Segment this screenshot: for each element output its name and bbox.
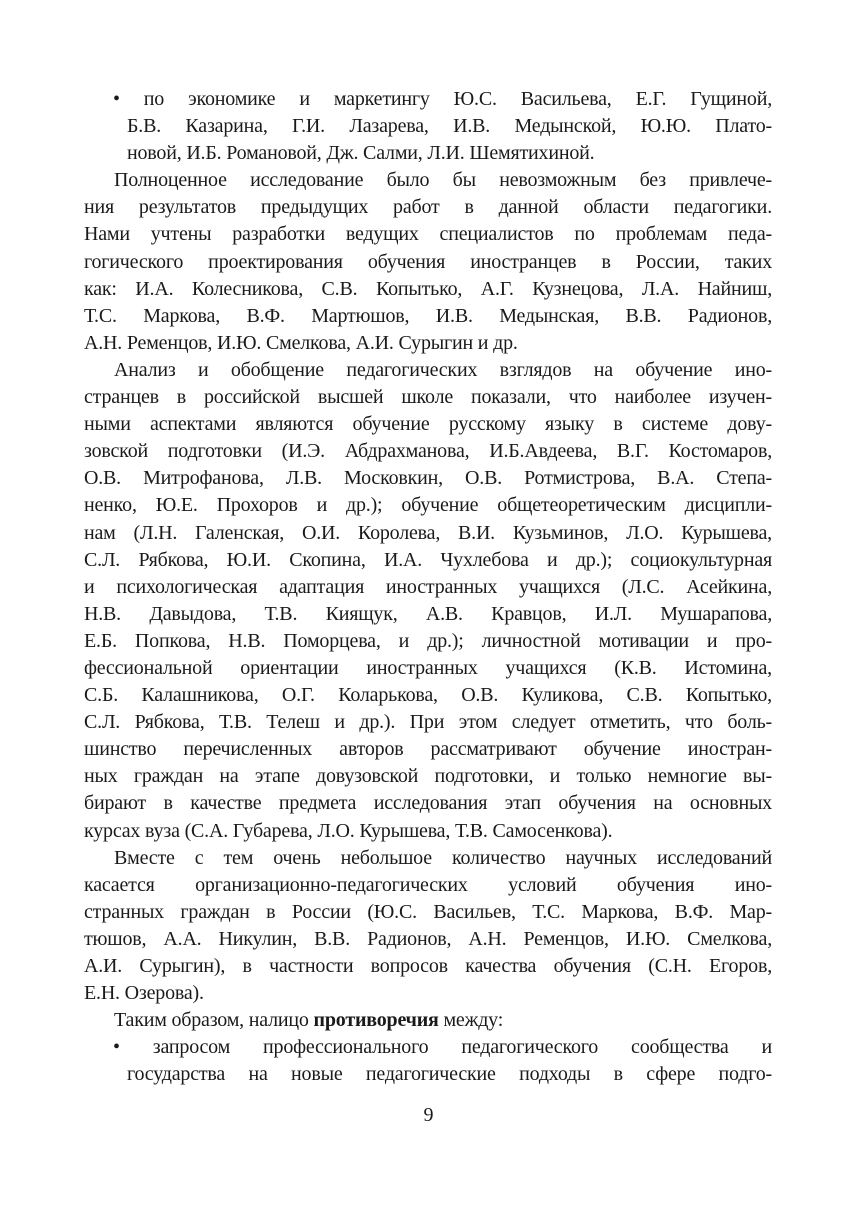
text-segment: по экономике и маркетингу Ю.С. Васильева, Е.Г. Гущиной, [143, 88, 772, 110]
text-segment: шинство перечисленных авторов рассматривают обучение иностран- [84, 738, 772, 761]
text-line [84, 1007, 772, 1034]
text-line [84, 655, 772, 682]
text-segment: касается организационно-педагогических условий обучения ино- [84, 873, 772, 896]
text-line [84, 872, 772, 899]
text-segment: фессиональной ориентации иностранных учащихся (К.В. Истомина, [84, 656, 772, 679]
text-segment: гогического проектирования обучения иностранцев в России, таких [84, 250, 772, 273]
text-segment: Е.Б. Попкова, Н.В. Поморцева, и др.); личностной мотивации и про- [84, 629, 772, 652]
bullet-item [84, 1034, 772, 1088]
text-line [84, 574, 772, 601]
text-segment: Анализ и обобщение педагогических взглядов на обучение ино- [114, 358, 772, 381]
paragraph [84, 357, 772, 845]
text-line [84, 194, 772, 221]
text-line [84, 1061, 772, 1088]
text-line [84, 140, 772, 167]
text-segment: Вместе с тем очень небольшое количество научных исследований [114, 846, 772, 869]
text-segment: С.Л. Рябкова, Т.В. Телеш и др.). При этом следует отметить, что боль- [84, 711, 772, 734]
text-segment: зовской подготовки (И.Э. Абдрахманова, И.Б.Авдеева, В.Г. Костомаров, [84, 440, 772, 463]
text-line [84, 86, 772, 113]
text-segment: как: И.А. Колесникова, С.В. Копытько, А.Г. Кузнецова, Л.А. Найниш, [84, 277, 772, 300]
bullet-icon: • [113, 1036, 153, 1059]
text-line [84, 953, 772, 980]
text-segment: О.В. Митрофанова, Л.В. Московкин, О.В. Ротмистрова, В.А. Степа- [84, 467, 772, 490]
text-line [84, 465, 772, 492]
text-line [84, 709, 772, 736]
text-line [84, 438, 772, 465]
text-segment: А.Н. Ременцов, И.Ю. Смелкова, А.И. Сурыгин и др. [84, 331, 518, 354]
text-line [84, 763, 772, 790]
text-segment: Таким образом, налицо [114, 1009, 314, 1032]
text-line [84, 384, 772, 411]
bullet-icon: • [113, 88, 144, 110]
text-line [84, 628, 772, 655]
text-segment: бирают в качестве предмета исследования этап обучения на основных [84, 792, 772, 815]
text-line [84, 411, 772, 438]
text-segment: ными аспектами являются обучение русскому языку в системе дову- [84, 413, 772, 436]
text-segment: между: [438, 1009, 504, 1032]
text-line [84, 1034, 772, 1061]
text-segment: А.И. Сурыгин), в частности вопросов качества обучения (С.Н. Егоров, [84, 955, 772, 977]
text-line [84, 845, 772, 872]
text-line [84, 357, 772, 384]
text-line [84, 736, 772, 763]
text-segment: странцев в российской высшей школе показали, что наиболее изучен- [84, 386, 772, 409]
bullet-item [84, 86, 772, 167]
text-segment: новой, И.Б. Романовой, Дж. Салми, Л.И. Шемятихиной. [127, 142, 595, 165]
text-segment: С.Л. Рябкова, Ю.И. Скопина, И.А. Чухлебова и др.); социокультурная [84, 548, 772, 571]
text-segment: С.Б. Калашникова, О.Г. Коларькова, О.В. Куликова, С.В. Копытько, [84, 684, 772, 707]
text-segment: ния результатов предыдущих работ в данной области педагогики. [84, 196, 772, 219]
text-line [84, 113, 772, 140]
text-line [84, 221, 772, 248]
page-text [84, 86, 772, 1088]
text-segment: Т.С. Маркова, В.Ф. Мартюшов, И.В. Медынская, В.В. Радионов, [84, 304, 772, 327]
text-segment: государства на новые педагогические подходы в сфере подго- [127, 1063, 772, 1086]
text-line [84, 492, 772, 519]
text-segment: странных граждан в России (Ю.С. Васильев, Т.С. Маркова, В.Ф. Мар- [84, 900, 772, 923]
text-segment: нам (Л.Н. Галенская, О.И. Королева, В.И. Кузьминов, Л.О. Курышева, [84, 521, 772, 544]
text-line [84, 276, 772, 303]
text-segment: Е.Н. Озерова). [84, 982, 204, 1005]
text-segment: Н.В. Давыдова, Т.В. Киящук, А.В. Кравцов, И.Л. Мушарапова, [84, 602, 772, 625]
text-line [84, 926, 772, 953]
text-line [84, 303, 772, 330]
page-number: 9 [423, 1104, 434, 1126]
text-line [84, 899, 772, 926]
text-line [84, 601, 772, 628]
text-segment: и психологическая адаптация иностранных учащихся (Л.С. Асейкина, [84, 575, 772, 598]
paragraph [84, 1007, 772, 1034]
text-line [84, 520, 772, 547]
text-line [84, 790, 772, 817]
text-line [84, 818, 772, 845]
text-segment: ненко, Ю.Е. Прохоров и др.); обучение общетеоретическим дисципли- [84, 494, 772, 517]
text-line [84, 167, 772, 194]
text-segment: запросом профессионального педагогического сообщества и [152, 1036, 772, 1059]
text-line [84, 682, 772, 709]
paragraph [84, 167, 772, 357]
text-segment: курсах вуза (С.А. Губарева, Л.О. Курышева, Т.В. Самосенкова). [84, 819, 613, 842]
text-segment: Нами учтены разработки ведущих специалистов по проблемам педа- [84, 223, 772, 246]
text-segment: тюшов, А.А. Никулин, В.В. Радионов, А.Н. Ременцов, И.Ю. Смелкова, [84, 927, 772, 950]
text-segment: Б.В. Казарина, Г.И. Лазарева, И.В. Медынской, Ю.Ю. Плато- [127, 115, 772, 138]
text-line [84, 980, 772, 1007]
text-segment: Полноценное исследование было бы невозможным без привлече- [114, 169, 772, 192]
text-segment: ных граждан на этапе довузовской подготовки, и только немногие вы- [84, 765, 772, 788]
text-line [84, 249, 772, 276]
emphasized-text: противоречия [313, 1009, 439, 1032]
text-line [84, 547, 772, 574]
paragraph [84, 845, 772, 1008]
text-line [84, 330, 772, 357]
